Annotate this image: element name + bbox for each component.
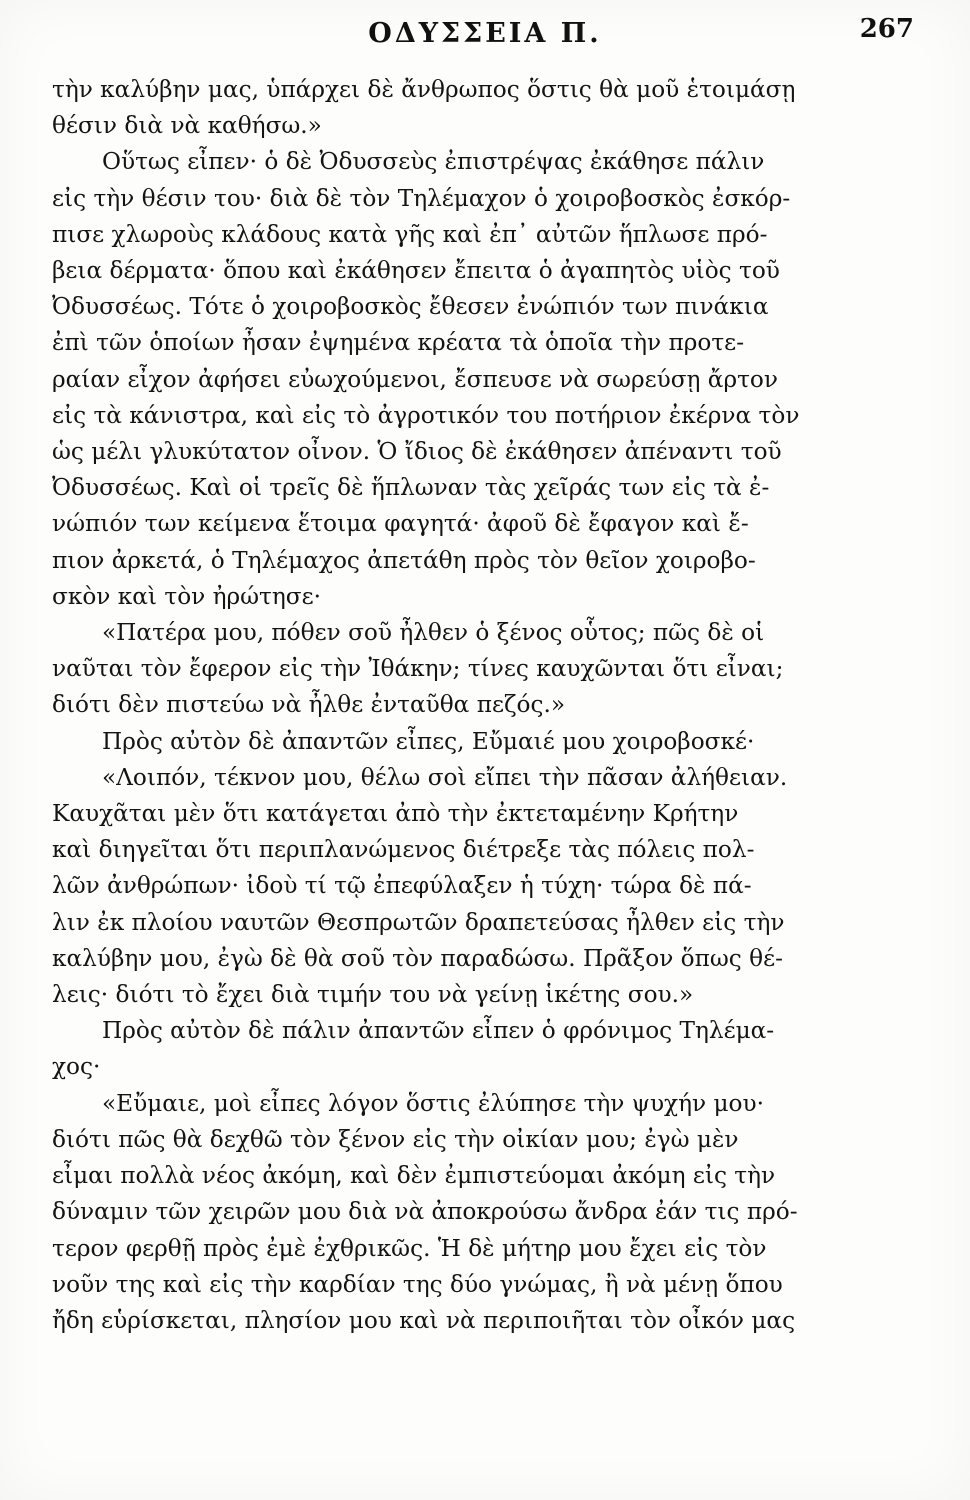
text-line: εἶμαι πολλὰ νέος ἀκόμη, καὶ δὲν ἐμπιστεύομαι ἀκόμη εἰς τὴν — [52, 1162, 776, 1190]
text-line: δύναμιν τῶν χειρῶν μου διὰ νὰ ἀποκρούσω ἄνδρα ἐάν τις πρό- — [52, 1198, 798, 1226]
text-line: ναῦται τὸν ἔφερον εἰς τὴν Ἰθάκην; τίνες καυχῶνται ὅτι εἶναι; — [52, 655, 784, 683]
running-title: ΟΔΥΣΣΕΙΑ Π. — [368, 18, 602, 49]
text-line: εἰς τὰ κάνιστρα, καὶ εἰς τὸ ἀγροτικόν του ποτήριον ἐκέρνα τὸν — [52, 401, 800, 429]
page-number: 267 — [859, 14, 914, 44]
text-line: Καυχᾶται μὲν ὅτι κατάγεται ἀπὸ τὴν ἐκτεταμένην Κρήτην — [52, 800, 739, 828]
text-line: «Πατέρα μου, πόθεν σοῦ ἦλθεν ὁ ξένος οὗτος; πῶς δὲ οἱ — [102, 619, 765, 647]
text-line: τὴν καλύβην μας, ὑπάρχει δὲ ἄνθρωπος ὅστις θὰ μοῦ ἑτοιμάσῃ — [52, 76, 796, 103]
text-line: «Λοιπόν, τέκνον μου, θέλω σοὶ εἴπει τὴν πᾶσαν ἀλήθειαν. — [102, 763, 788, 791]
text-line: θέσιν διὰ νὰ καθήσω.» — [52, 112, 322, 140]
text-line: νοῦν της καὶ εἰς τὴν καρδίαν της δύο γνώμας, ἢ νὰ μένῃ ὅπου — [52, 1270, 783, 1298]
text-line: Πρὸς αὐτὸν δὲ πάλιν ἀπαντῶν εἶπεν ὁ φρόνιμος Τηλέμα- — [102, 1017, 775, 1045]
text-line: λῶν ἀνθρώπων· ἰδοὺ τί τῷ ἐπεφύλαξεν ἡ τύχη· τώρα δὲ πά- — [52, 872, 752, 900]
text-line: καλύβην μου, ἐγὼ δὲ θὰ σοῦ τὸν παραδώσω. Πρᾶξον ὅπως θέ- — [52, 944, 783, 972]
text-line: ὡς μέλι γλυκύτατον οἶνον. Ὁ ἴδιος δὲ ἐκάθησεν ἀπέναντι τοῦ — [52, 438, 782, 466]
text-line: διότι δὲν πιστεύω νὰ ἦλθε ἐνταῦθα πεζός.» — [52, 691, 566, 719]
text-line: σκὸν καὶ τὸν ἠρώτησε· — [52, 582, 321, 610]
text-line: Ὀδυσσέως. Τότε ὁ χοιροβοσκὸς ἔθεσεν ἐνώπιόν των πινάκια — [52, 293, 769, 321]
text-line: διότι πῶς θὰ δεχθῶ τὸν ξένον εἰς τὴν οἰκίαν μου; ἐγὼ μὲν — [52, 1125, 739, 1153]
body-text — [52, 72, 908, 1339]
text-line: τερον φερθῇ πρὸς ἐμὲ ἐχθρικῶς. Ἡ δὲ μήτηρ μου ἔχει εἰς τὸν — [52, 1234, 767, 1262]
text-line: ραίαν εἶχον ἀφήσει εὐωχούμενοι, ἔσπευσε νὰ σωρεύσῃ ἄρτον — [52, 365, 778, 393]
text-line: πιον ἀρκετά, ὁ Τηλέμαχος ἀπετάθη πρὸς τὸν θεῖον χοιροβο- — [52, 546, 756, 574]
page-header — [50, 14, 920, 54]
text-line: βεια δέρματα· ὅπου καὶ ἐκάθησεν ἔπειτα ὁ ἀγαπητὸς υἱὸς τοῦ — [52, 257, 780, 285]
text-line: λιν ἐκ πλοίου ναυτῶν Θεσπρωτῶν δραπετεύσας ἦλθεν εἰς τὴν — [52, 908, 785, 936]
text-line: νώπιόν των κείμενα ἕτοιμα φαγητά· ἀφοῦ δὲ ἔφαγον καὶ ἔ- — [52, 510, 749, 538]
text-line: «Εὔμαιε, μοὶ εἶπες λόγον ὅστις ἐλύπησε τὴν ψυχήν μου· — [102, 1089, 764, 1117]
text-line: ἐπὶ τῶν ὁποίων ἦσαν ἐψημένα κρέατα τὰ ὁποῖα τὴν προτε- — [52, 329, 745, 357]
text-line: καὶ διηγεῖται ὅτι περιπλανώμενος διέτρεξε τὰς πόλεις πολ- — [52, 836, 755, 864]
text-line: Πρὸς αὐτὸν δὲ ἀπαντῶν εἶπες, Εὔμαιέ μου χοιροβοσκέ· — [102, 727, 755, 755]
text-line: πισε χλωροὺς κλάδους κατὰ γῆς καὶ ἐπ᾽ αὐτῶν ἥπλωσε πρό- — [52, 220, 768, 248]
text-line: Οὕτως εἶπεν· ὁ δὲ Ὀδυσσεὺς ἐπιστρέψας ἐκάθησε πάλιν — [102, 148, 765, 176]
text-line: χος· — [52, 1053, 101, 1081]
text-line: ἤδη εὑρίσκεται, πλησίον μου καὶ νὰ περιποιῆται τὸν οἶκόν μας — [52, 1306, 796, 1334]
text-line: Ὀδυσσέως. Καὶ οἱ τρεῖς δὲ ἥπλωναν τὰς χεῖράς των εἰς τὰ ἐ- — [52, 474, 770, 502]
text-line: λεις· διότι τὸ ἔχει διὰ τιμήν του νὰ γείνῃ ἱκέτης σου.» — [52, 981, 694, 1009]
text-line: εἰς τὴν θέσιν του· διὰ δὲ τὸν Τηλέμαχον ὁ χοιροβοσκὸς ἐσκόρ- — [52, 184, 791, 212]
